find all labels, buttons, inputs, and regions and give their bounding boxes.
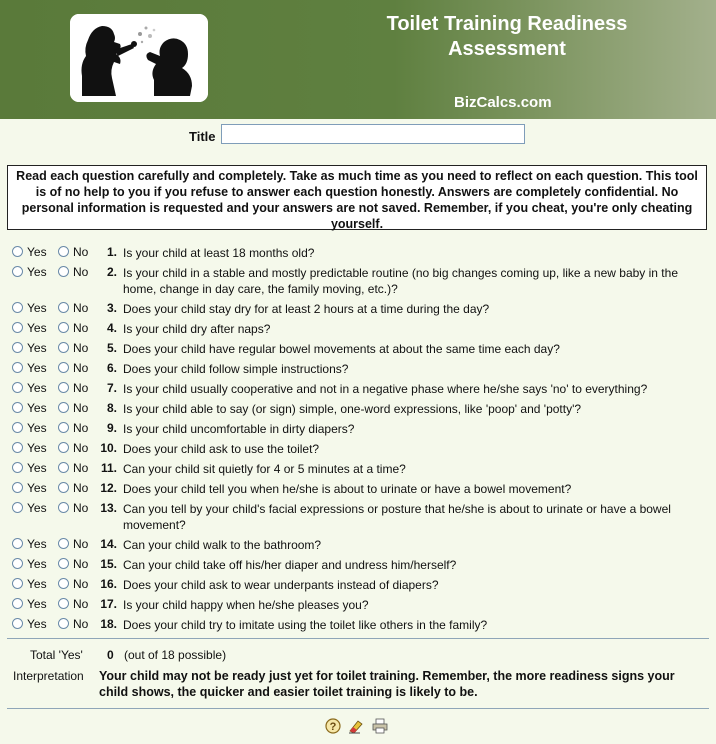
question-number: 14.: [100, 537, 117, 551]
no-label: No: [73, 557, 89, 571]
yes-radio[interactable]: [12, 482, 23, 493]
question-number: 9.: [106, 421, 117, 435]
question-row: [0, 477, 716, 497]
no-radio[interactable]: [58, 482, 69, 493]
title-label: Title: [189, 129, 216, 144]
page-title: [340, 12, 674, 62]
yes-radio[interactable]: [12, 558, 23, 569]
no-radio[interactable]: [58, 302, 69, 313]
no-label: No: [73, 381, 89, 395]
question-row: [0, 397, 716, 417]
question-row: [0, 593, 716, 613]
header-banner: [0, 0, 716, 119]
no-label: No: [73, 597, 89, 611]
yes-radio[interactable]: [12, 598, 23, 609]
no-radio[interactable]: [58, 578, 69, 589]
yes-label: Yes: [27, 481, 47, 495]
yes-label: Yes: [27, 321, 47, 335]
yes-radio[interactable]: [12, 462, 23, 473]
yes-label: Yes: [27, 421, 47, 435]
brand-link[interactable]: BizCalcs.com: [454, 94, 552, 111]
question-number: 16.: [100, 577, 117, 591]
question-list: [0, 241, 716, 633]
yes-label: Yes: [27, 537, 47, 551]
question-text: Does your child follow simple instructions?: [123, 362, 349, 376]
question-text: Is your child at least 18 months old?: [123, 246, 315, 260]
yes-radio[interactable]: [12, 502, 23, 513]
question-row: [0, 573, 716, 593]
no-label: No: [73, 501, 89, 515]
yes-label: Yes: [27, 597, 47, 611]
question-row: [0, 613, 716, 633]
divider: [7, 638, 709, 639]
no-label: No: [73, 421, 89, 435]
no-radio[interactable]: [58, 538, 69, 549]
yes-label: Yes: [27, 301, 47, 315]
question-text: Does your child ask to wear underpants instead of diapers?: [123, 578, 439, 592]
question-number: 10.: [100, 441, 117, 455]
question-text: Can your child take off his/her diaper and undress him/herself?: [123, 558, 457, 572]
question-number: 6.: [106, 361, 117, 375]
question-text: Is your child in a stable and mostly predictable routine (no big changes coming up, like a new baby in the home, change in day care, the family moving, etc.)?: [123, 266, 678, 296]
total-yes-label: Total 'Yes': [30, 648, 83, 662]
no-radio[interactable]: [58, 266, 69, 277]
question-text: Can your child sit quietly for 4 or 5 minutes at a time?: [123, 462, 406, 476]
question-number: 18.: [100, 617, 117, 631]
logo: [70, 14, 208, 102]
question-row: [0, 297, 716, 317]
question-row: [0, 457, 716, 477]
yes-label: Yes: [27, 361, 47, 375]
yes-label: Yes: [27, 617, 47, 631]
yes-radio[interactable]: [12, 538, 23, 549]
no-radio[interactable]: [58, 246, 69, 257]
question-text: Can your child walk to the bathroom?: [123, 538, 322, 552]
yes-label: Yes: [27, 341, 47, 355]
no-radio[interactable]: [58, 558, 69, 569]
yes-label: Yes: [27, 577, 47, 591]
no-radio[interactable]: [58, 462, 69, 473]
instructions-notice: Read each question carefully and completely. Take as much time as you need to reflect on each question. This tool is of no help to you if you refuse to answer each question honestly. Answers are completely confidential. No personal information is requested and your answers are not saved. Remember, if you cheat, you're only cheating yourself.: [7, 165, 707, 230]
yes-label: Yes: [27, 265, 47, 279]
yes-radio[interactable]: [12, 266, 23, 277]
question-row: [0, 317, 716, 337]
question-text: Is your child able to say (or sign) simple, one-word expressions, like 'poop' and 'potty'?: [123, 402, 582, 416]
interpretation-text: Your child may not be ready just yet for toilet training. Remember, the more readiness signs your child shows, the quicker and easier toilet training is likely to be.: [99, 669, 675, 699]
question-number: 17.: [100, 597, 117, 611]
yes-label: Yes: [27, 381, 47, 395]
question-text: Does your child have regular bowel movements at about the same time each day?: [123, 342, 560, 356]
no-radio[interactable]: [58, 422, 69, 433]
yes-radio[interactable]: [12, 302, 23, 313]
question-text: Does your child tell you when he/she is about to urinate or have a bowel movement?: [123, 482, 572, 496]
no-label: No: [73, 401, 89, 415]
yes-radio[interactable]: [12, 362, 23, 373]
question-number: 3.: [106, 301, 117, 315]
question-text: Does your child try to imitate using the toilet like others in the family?: [123, 618, 488, 632]
no-label: No: [73, 461, 89, 475]
yes-radio[interactable]: [12, 382, 23, 393]
question-text: Does your child stay dry for at least 2 hours at a time during the day?: [123, 302, 490, 316]
title-input[interactable]: [221, 124, 525, 144]
question-text: Is your child usually cooperative and not in a negative phase where he/she says 'no' to everything?: [123, 382, 648, 396]
no-label: No: [73, 481, 89, 495]
no-label: No: [73, 361, 89, 375]
no-radio[interactable]: [58, 362, 69, 373]
title-line-2: Assessment: [448, 38, 566, 60]
yes-label: Yes: [27, 557, 47, 571]
yes-radio[interactable]: [12, 402, 23, 413]
no-label: No: [73, 321, 89, 335]
question-row: [0, 377, 716, 397]
question-text: Can you tell by your child's facial expressions or posture that he/she is about to urinate or have a bowel movement?: [123, 502, 671, 532]
no-label: No: [73, 537, 89, 551]
no-label: No: [73, 245, 89, 259]
question-row: [0, 241, 716, 261]
yes-label: Yes: [27, 401, 47, 415]
question-row: [0, 357, 716, 377]
no-radio[interactable]: [58, 402, 69, 413]
question-text: Is your child uncomfortable in dirty diapers?: [123, 422, 355, 436]
interpretation-label: Interpretation: [13, 669, 84, 683]
question-text: Is your child dry after naps?: [123, 322, 271, 336]
title-line-1: Toilet Training Readiness: [386, 13, 628, 35]
yes-label: Yes: [27, 501, 47, 515]
yes-radio[interactable]: [12, 342, 23, 353]
total-yes-note: (out of 18 possible): [124, 648, 227, 662]
question-number: 7.: [106, 381, 117, 395]
clear-eraser-icon[interactable]: [348, 718, 364, 734]
no-radio[interactable]: [58, 342, 69, 353]
yes-radio[interactable]: [12, 618, 23, 629]
no-radio[interactable]: [58, 502, 69, 513]
question-text: Is your child happy when he/she pleases you?: [123, 598, 369, 612]
question-number: 5.: [106, 341, 117, 355]
no-radio[interactable]: [58, 598, 69, 609]
no-label: No: [73, 341, 89, 355]
question-number: 2.: [106, 265, 117, 279]
question-row: [0, 497, 716, 533]
question-text: Does your child ask to use the toilet?: [123, 442, 320, 456]
question-number: 15.: [100, 557, 117, 571]
divider: [7, 708, 709, 709]
question-number: 11.: [100, 461, 117, 475]
no-radio[interactable]: [58, 442, 69, 453]
no-label: No: [73, 265, 89, 279]
title-row: [0, 124, 716, 146]
question-number: 1.: [106, 245, 117, 259]
yes-label: Yes: [27, 441, 47, 455]
question-row: [0, 553, 716, 573]
no-label: No: [73, 577, 89, 591]
no-label: No: [73, 441, 89, 455]
no-label: No: [73, 617, 89, 631]
question-row: [0, 261, 716, 297]
logo-silhouette-icon: [70, 14, 208, 102]
yes-label: Yes: [27, 461, 47, 475]
help-icon[interactable]: [325, 718, 341, 734]
svg-text:?: ?: [329, 721, 337, 733]
toolbar: [325, 718, 392, 736]
yes-radio[interactable]: [12, 422, 23, 433]
question-number: 12.: [100, 481, 117, 495]
question-row: [0, 533, 716, 553]
yes-radio[interactable]: [12, 442, 23, 453]
question-row: [0, 337, 716, 357]
yes-radio[interactable]: [12, 578, 23, 589]
print-icon[interactable]: [372, 718, 388, 734]
question-row: [0, 437, 716, 457]
question-number: 4.: [106, 321, 117, 335]
question-number: 8.: [106, 401, 117, 415]
no-label: No: [73, 301, 89, 315]
yes-label: Yes: [27, 245, 47, 259]
yes-radio[interactable]: [12, 322, 23, 333]
no-radio[interactable]: [58, 322, 69, 333]
no-radio[interactable]: [58, 618, 69, 629]
yes-radio[interactable]: [12, 246, 23, 257]
question-row: [0, 417, 716, 437]
no-radio[interactable]: [58, 382, 69, 393]
total-yes-value: 0: [107, 648, 114, 662]
question-number: 13.: [100, 501, 117, 515]
